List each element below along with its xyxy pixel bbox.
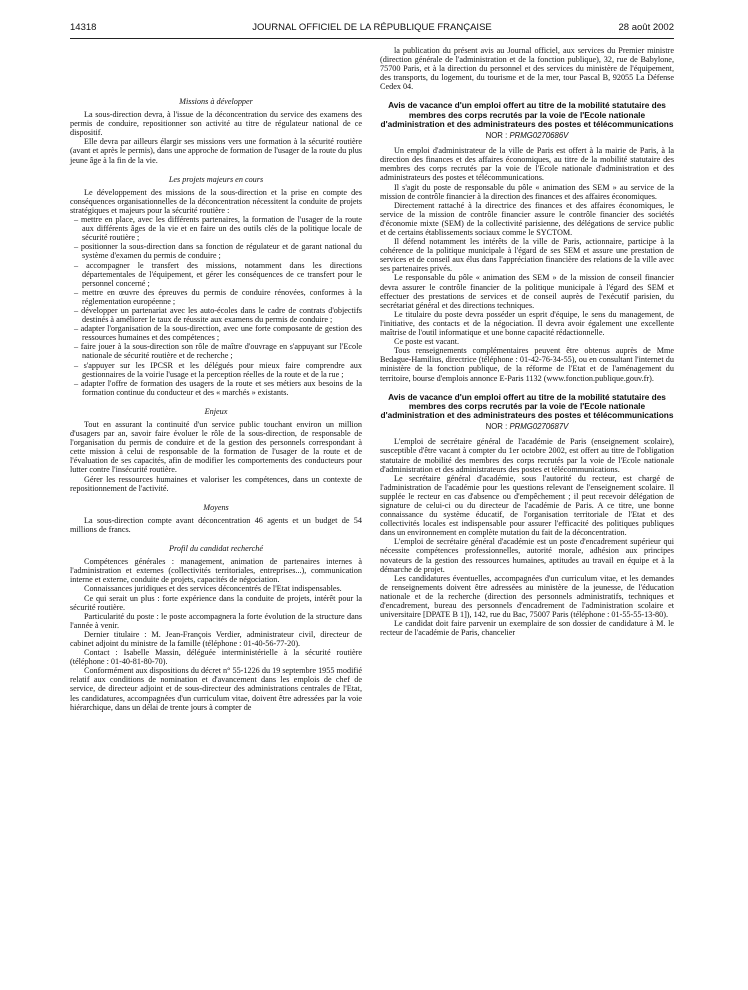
projets-list	[70, 215, 362, 397]
paragraph: Le candidat doit faire parvenir un exemplaire de son dossier de candidature à M. le recteur de l'académie de Paris, chancelier	[380, 619, 674, 638]
paragraph: Tous renseignements complémentaires peuvent être obtenus auprès de Mme Bedague-Hamilius, directrice (téléphone : 01-42-76-34-55), ou en consultant l'internet du ministère de la fonction publique, de la réforme de l'Etat et de l'aménagement du territoire, bourse d'emplois annonce E-Paris 1132 (www.fonction.publique.gouv.fr).	[380, 346, 674, 383]
paragraph: Le responsable du pôle « animation des SEM » de la mission de conseil financier devra assurer le contrôle financier de la politique municipale à l'égard des SEM et effectuer des prestations de services et de conseil auprès de l'exécutif parisien, du secrétariat général et des directions techniques.	[380, 273, 674, 310]
section-heading-missions: Missions à développer	[179, 97, 253, 106]
paragraph: Dernier titulaire : M. Jean-François Verdier, administrateur civil, directeur de cabinet adjoint du ministre de la famille (téléphone : 01-40-56-77-20).	[70, 629, 362, 648]
paragraph: Le secrétaire général d'académie, sous l'autorité du recteur, est chargé de l'administration de l'académie pour les questions relevant de l'enseignement scolaire. Il supplée le recteur en cas d'absence ou d'empêchement ; il peut recevoir délégation de signature de celui-ci ou du directeur de l'académie de Paris. A ce titre, une bonne connaissance du système éducatif, de l'organisation territoriale de l'Etat et des collectivités locales est indispensable pour assurer l'efficacité des politiques publiques dans un environnement en complète mutation du fait de la déconcentration.	[380, 473, 674, 538]
paragraph: Conformément aux dispositions du décret n° 55-1226 du 19 septembre 1955 modifié relatif aux conditions de nomination et d'avancement dans les emplois de chef de service, de directeur adjoint et de sous-directeur des administrations centrales de l'Etat, les candidatures, accompagnées d'un curriculum vitae, doivent être adressées par la voie hiérarchique, dans un délai de trente jours à compter de	[70, 666, 362, 712]
paragraph: Elle devra par ailleurs élargir ses missions vers une formation à la sécurité routière (avant et après le permis), dans une approche de formation de l'usager de la route du plus jeune âge à la fin de la vie.	[70, 137, 362, 165]
journal-title: JOURNAL OFFICIEL DE LA RÉPUBLIQUE FRANÇAISE	[252, 22, 492, 33]
nor-label: NOR :	[485, 131, 508, 141]
paragraph: La sous-direction compte avant déconcentration 46 agents et un budget de 54 millions de francs.	[70, 515, 362, 534]
notice-title: Avis de vacance d'un emploi offert au titre de la mobilité statutaire des membres des corps recrutés par la voie de l'Ecole nationale d'administration et des administrateurs des postes et télécommunications	[380, 100, 674, 129]
paragraph: Ce poste est vacant.	[394, 337, 460, 347]
left-column	[70, 46, 362, 712]
section-heading-projets: Les projets majeurs en cours	[168, 174, 264, 184]
paragraph: la publication du présent avis au Journal officiel, aux services du Premier ministre (direction générale de l'administration et de la fonction publique), 32, rue de Babylone, 75700 Paris, et à la direction du personnel et des services du ministère de l'équipement, des transports, du logement, du tourisme et de la mer, tour Pascal B, 92055 La Défense Cedex 04.	[380, 46, 674, 92]
paragraph: Directement rattaché à la directrice des finances et des affaires économiques, le service de la mission de contrôle financier assure le contrôle financier des sociétés d'économie mixte (SEM) de la collectivité parisienne, des délégations de service public et de certains établissements sociaux comme le SYCTOM.	[380, 200, 674, 238]
list-item: – s'appuyer sur les IPCSR et les délégués pour mieux faire comprendre aux gestionnaires de la voirie l'usage et la perception réelles de la route et de la rue ;	[74, 360, 362, 379]
list-item: – positionner la sous-direction dans sa fonction de régulateur et de garant national du système d'examen du permis de conduire ;	[74, 242, 362, 261]
nor-reference	[380, 131, 674, 140]
list-item: – faire jouer à la sous-direction son rôle de maître d'ouvrage en s'appuyant sur l'Ecole nationale de sécurité routière et de recherche ;	[74, 342, 362, 361]
notice-title: Avis de vacance d'un emploi offert au titre de la mobilité statutaire des membres des corps recrutés par la voie de l'Ecole nationale d'administration et des administrateurs des postes et télécommunications	[380, 391, 674, 421]
list-item: – adapter l'offre de formation des usagers de la route et ses métiers aux besoins de la formation continue du conducteur et des « marchés » existants.	[74, 378, 362, 397]
paragraph: La sous-direction devra, à l'issue de la déconcentration du service des examens des permis de conduire, repositionner son activité au titre de régulateur national de ce dispositif.	[70, 110, 362, 138]
list-item: – développer un partenariat avec les auto-écoles dans le cadre de contrats d'objectifs destinés à améliorer le taux de réussite aux examens du permis de conduire ;	[74, 305, 362, 325]
section-heading-moyens: Moyens	[203, 502, 229, 512]
paragraph: Un emploi d'administrateur de la ville de Paris est offert à la mairie de Paris, à la direction des finances et des affaires économiques, au titre de la mobilité statutaire des membres des corps recrutés par la voie de l'Ecole nationale d'administration et des administrateurs des postes et télécommunications.	[380, 146, 674, 183]
paragraph: Il défend notamment les intérêts de la ville de Paris, actionnaire, participe à la cohérence de la politique municipale à l'égard de ses SEM et assure une prestation de services et de conseil aux élus dans l'appréciation financière des relations de la ville avec ses partenaires privés.	[380, 237, 674, 274]
paragraph: Connaissances juridiques et des services déconcentrés de l'Etat indispensables.	[84, 584, 342, 594]
paragraph: Les candidatures éventuelles, accompagnées d'un curriculum vitae, et les demandes de renseignements doivent être adressées au ministère de la jeunesse, de l'éducation nationale et de la recherche (direction des personnels administratifs, techniques et d'encadrement, bureau des personnels d'encadrement de l'administration scolaire et universitaire [DPATE B 1]), 142, rue du Bac, 75007 Paris (téléphone : 01-55-55-13-80).	[380, 573, 674, 620]
nor-label: NOR :	[485, 422, 508, 432]
nor-reference	[380, 422, 674, 431]
nor-code: PRMG0270687V	[509, 422, 569, 432]
paragraph: L'emploi de secrétaire général de l'académie de Paris (enseignement scolaire), susceptible d'être vacant à compter du 1er octobre 2002, est offert au titre de l'obligation statutaire de mobilité des membres des corps recrutés par la voie de l'Ecole nationale d'administration et des administrateurs des postes et télécommunications.	[380, 437, 674, 474]
page-number: 14318	[70, 22, 97, 33]
nor-code: PRMG0270686V	[509, 131, 569, 141]
paragraph: Le développement des missions de la sous-direction et la prise en compte des conséquences organisationnelles de la déconcentration nécessitent la conduite de projets stratégiques et majeurs pour la sécurité routière :	[70, 187, 362, 215]
paragraph: Particularité du poste : le poste accompagnera la forte évolution de la structure dans l'année à venir.	[70, 611, 362, 630]
paragraph: Il s'agit du poste de responsable du pôle « animation des SEM » au service de la mission de contrôle financier à la direction des finances et des affaires économiques.	[380, 182, 674, 201]
paragraph: Gérer les ressources humaines et valoriser les compétences, dans un contexte de repositionnement de l'activité.	[70, 474, 362, 493]
right-column	[380, 46, 674, 637]
paragraph: L'emploi de secrétaire général d'académie est un poste d'encadrement supérieur qui nécessite compétences professionnelles, autorité morale, adhésion aux principes novateurs de la gestion des ressources humaines, aptitudes au travail en équipe et à la démarche de projet.	[380, 537, 674, 574]
paragraph: Ce qui serait un plus : forte expérience dans la conduite de projets, intérêt pour la sécurité routière.	[70, 593, 362, 612]
paragraph: Le titulaire du poste devra posséder un esprit d'équipe, le sens du management, de l'initiative, des contacts et de la négociation. Il devra avoir également une excellente maîtrise de l'outil informatique et une bonne capacité rédactionnelle.	[380, 309, 674, 338]
section-heading-enjeux: Enjeux	[204, 406, 228, 416]
paragraph: Compétences générales : management, animation de partenaires internes à l'administration et externes (collectivités territoriales, entreprises...), communication interne et externe, conduite de projets, capacités de négociation.	[70, 557, 362, 585]
list-item: – mettre en place, avec les différents partenaires, la formation de l'usager de la route aux différents âges de la vie et en faire un des outils clés de la politique locale de sécurité routière ;	[74, 215, 362, 243]
header-rule	[70, 38, 674, 39]
list-item: – accompagner le transfert des missions, notamment dans les directions départementales de l'équipement, et gérer les conséquences de ce transfert pour le personnel concerné ;	[74, 260, 362, 288]
list-item: – adapter l'organisation de la sous-direction, avec une forte composante de gestion des ressources humaines et des compétences ;	[74, 324, 362, 343]
section-heading-profil: Profil du candidat recherché	[169, 544, 263, 554]
page-header	[70, 22, 674, 36]
list-item: – mettre en œuvre des épreuves du permis de conduire rénovées, conformes à la réglementation européenne ;	[74, 287, 362, 306]
issue-date: 28 août 2002	[618, 22, 674, 33]
paragraph: Contact : Isabelle Massin, déléguée interministérielle à la sécurité routière (téléphone : 01-40-81-80-70).	[70, 648, 362, 667]
paragraph: Tout en assurant la continuité d'un service public touchant environ un million d'usagers par an, savoir faire évoluer le rôle de la sous-direction, de responsable de l'organisation du permis de conduire et de la gestion des personnels correspondant à cette mission à celui de responsable de la formation de l'usager de la route et de l'évaluation de ses capacités, afin de modifier les comportements des conducteurs pour lutter contre l'insécurité routière.	[70, 420, 362, 475]
